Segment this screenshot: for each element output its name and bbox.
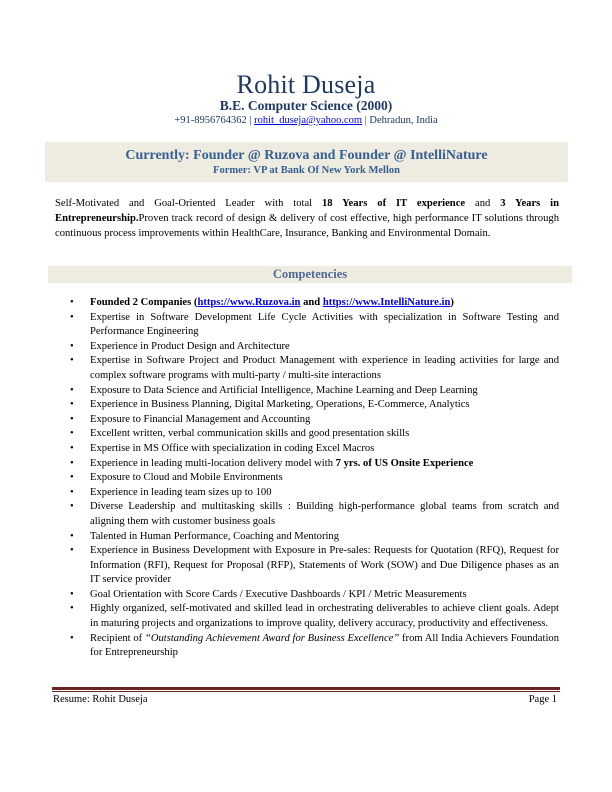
current-role-band xyxy=(45,142,568,182)
former-role-subtitle: Former: VP at Bank Of New York Mellon xyxy=(213,165,400,176)
item-text: and xyxy=(300,297,323,308)
list-item: • Diverse Leadership and multitasking skills : Building high-performance global teams from scratch and aligning them with customer business goals xyxy=(68,500,559,529)
item-highlight: 7 yrs. of US Onsite Experience xyxy=(335,457,474,469)
list-item: • Talented in Human Performance, Coaching and Mentoring xyxy=(68,530,559,545)
item-text: Founded 2 Companies ( xyxy=(90,297,198,308)
summary-text: Proven track record of design & delivery of cost effective, high performance IT solutions through continuous process improvements within HealthCare, Insurance, Banking and Environmental Domain. xyxy=(55,213,559,240)
separator: | xyxy=(362,115,370,126)
list-item: • Expertise in MS Office with specialization in coding Excel Macros xyxy=(68,442,559,457)
phone-number: +91-8956764362 xyxy=(174,115,247,126)
list-item: • Experience in leading team sizes up to 100 xyxy=(68,486,559,501)
list-item: • Goal Orientation with Score Cards / Executive Dashboards / KPI / Metric Measurements xyxy=(68,588,559,603)
competencies-list xyxy=(68,296,559,661)
ruzova-link[interactable]: https://www.Ruzova.in xyxy=(197,297,301,308)
footer-divider-thin xyxy=(52,691,560,692)
summary-highlight: 3 Years in Entrepreneurship. xyxy=(55,198,559,225)
list-item: • Expertise in Software Development Life Cycle Activities with specialization in Software Testing and Performance Engineering xyxy=(68,311,559,340)
list-item: • Experience in Business Development with Exposure in Pre-sales: Requests for Quotation (RFQ), Request for Information (RFI), Request for Proposal (RFP), Statements of Work (SOW) and Due Diligence phases as an IT service provider xyxy=(68,544,559,588)
location: Dehradun, India xyxy=(369,115,438,126)
list-item: • Highly organized, self-motivated and skilled lead in orchestrating deliverables to achieve client goals. Adept in maturing projects and organizations to improve quality, delivery accuracy, productivity and effectiveness. xyxy=(68,602,559,631)
award-name: “Outstanding Achievement Award for Business Excellence” xyxy=(144,632,400,644)
separator: | xyxy=(246,115,255,126)
section-heading-competencies: Competencies xyxy=(48,266,572,283)
summary-text: Self-Motivated and Goal-Oriented Leader with total xyxy=(55,198,322,209)
item-text: Recipient of xyxy=(90,632,145,644)
list-item xyxy=(68,296,559,311)
item-text: ) xyxy=(450,297,454,308)
item-text: Experience in leading multi-location delivery model with xyxy=(90,457,336,469)
list-item: • Experience in Product Design and Architecture xyxy=(68,340,559,355)
profile-summary xyxy=(55,196,559,242)
item-text: from All India Achievers Foundation for Entrepreneurship xyxy=(90,632,559,659)
list-item: • Exposure to Financial Management and Accounting xyxy=(68,413,559,428)
email-link[interactable]: rohit_duseja@yahoo.com xyxy=(254,115,363,126)
footer-title: Resume: Rohit Duseja xyxy=(53,694,148,705)
current-role-title: Currently: Founder @ Ruzova and Founder @ IntelliNature xyxy=(125,148,488,163)
list-item: • Experience in Business Planning, Digital Marketing, Operations, E-Commerce, Analytics xyxy=(68,398,559,413)
degree-line: B.E. Computer Science (2000) xyxy=(219,98,393,113)
page-number: Page 1 xyxy=(528,694,557,705)
candidate-name: Rohit Duseja xyxy=(236,70,376,99)
list-item: • Excellent written, verbal communication skills and good presentation skills xyxy=(68,427,559,442)
list-item xyxy=(68,632,559,661)
list-item: • Expertise in Software Project and Product Management with experience in leading activities for large and complex software programs with multi-party / multi-site interactions xyxy=(68,354,559,383)
summary-highlight: 18 Years of IT experience xyxy=(322,198,466,209)
footer-divider xyxy=(52,687,560,690)
list-item xyxy=(68,457,559,472)
summary-text: and xyxy=(465,198,501,209)
list-item: • Exposure to Data Science and Artificial Intelligence, Machine Learning and Deep Learning xyxy=(68,384,559,399)
intellinature-link[interactable]: https://www.IntelliNature.in xyxy=(322,297,451,308)
list-item: • Exposure to Cloud and Mobile Environments xyxy=(68,471,559,486)
contact-line xyxy=(0,115,612,126)
